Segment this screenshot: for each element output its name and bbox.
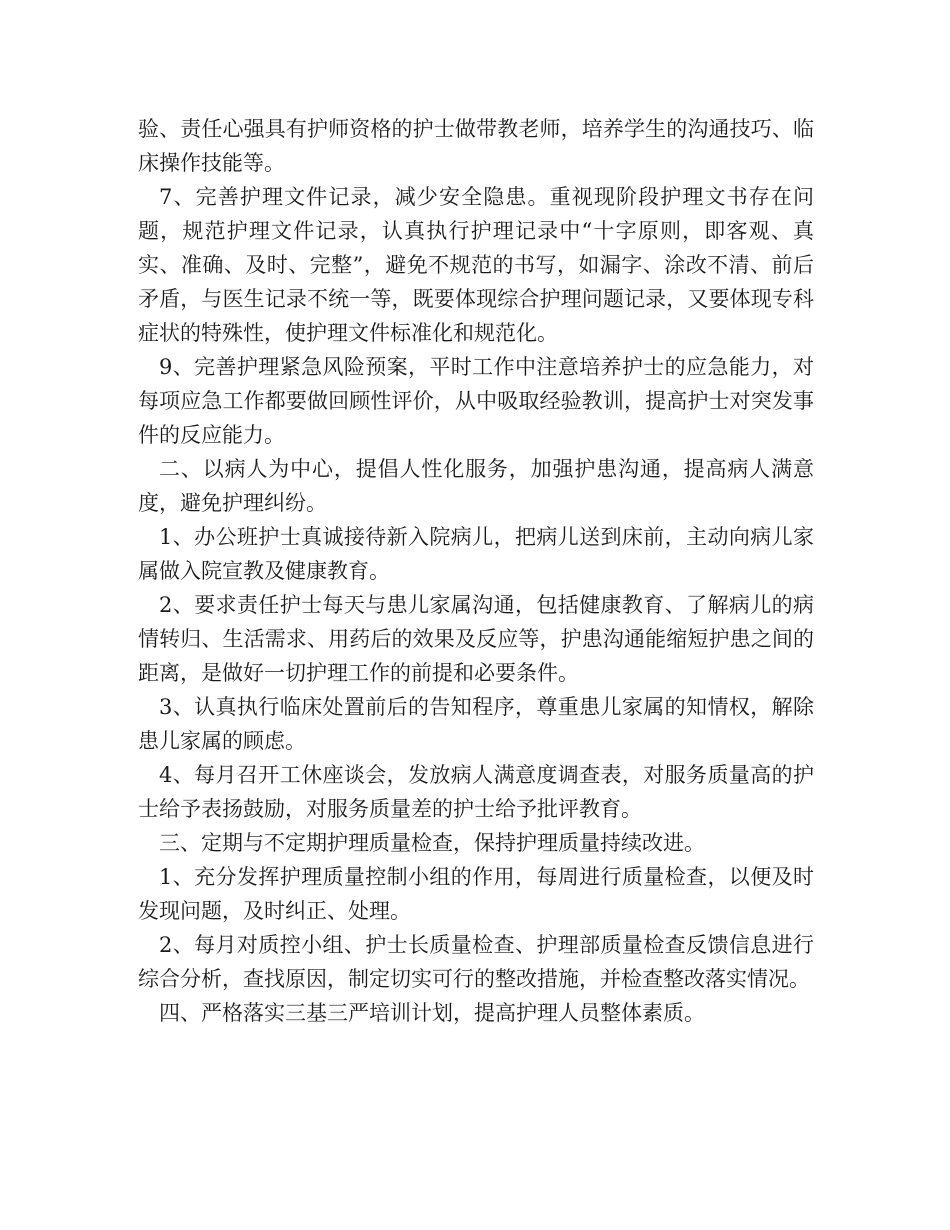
paragraph-item-4-monthly-meeting: 4、每月召开工休座谈会，发放病人满意度调查表，对服务质量高的护士给予表扬鼓励，对服务质量差的护士给予批评教育。 xyxy=(138,763,814,821)
paragraph-item-1-quality-control: 1、充分发挥护理质量控制小组的作用，每周进行质量检查，以便及时发现问题，及时纠正、处理。 xyxy=(138,865,814,923)
paragraph-item-2-feedback-analysis: 2、每月对质控小组、护士长质量检查、护理部质量检查反馈信息进行综合分析，查找原因，制定切实可行的整改措施，并检查整改落实情况。 xyxy=(138,933,814,991)
section-heading-two: 二、以病人为中心，提倡人性化服务，加强护患沟通，提高病人满意度，避免护理纠纷。 xyxy=(138,457,814,515)
paragraph-item-1-admission: 1、办公班护士真诚接待新入院病儿，把病儿送到床前，主动向病儿家属做入院宣教及健康教育。 xyxy=(138,525,814,583)
paragraph-item-9-emergency-plan: 9、完善护理紧急风险预案，平时工作中注意培养护士的应急能力，对每项应急工作都要做回顾性评价，从中吸取经验教训，提高护士对突发事件的反应能力。 xyxy=(138,355,814,447)
section-heading-three: 三、定期与不定期护理质量检查，保持护理质量持续改进。 xyxy=(159,831,705,855)
paragraph-continuation: 验、责任心强具有护师资格的护士做带教老师，培养学生的沟通技巧、临床操作技能等。 xyxy=(138,117,814,175)
paragraph-item-2-communication: 2、要求责任护士每天与患儿家属沟通，包括健康教育、了解病儿的病情转归、生活需求、用药后的效果及反应等，护患沟通能缩短护患之间的距离，是做好一切护理工作的前提和必要条件。 xyxy=(138,593,814,685)
paragraph-item-7-nursing-records: 7、完善护理文件记录，减少安全隐患。重视现阶段护理文书存在问题，规范护理文件记录，认真执行护理记录中“十字原则，即客观、真实、准确、及时、完整”，避免不规范的书写，如漏字、涂改不清、前后矛盾，与医生记录不统一等，既要体现综合护理问题记录，又要体现专科症状的特殊性，使护理文件标准化和规范化。 xyxy=(138,185,814,345)
section-heading-four: 四、严格落实三基三严培训计划，提高护理人员整体素质。 xyxy=(159,1001,705,1025)
paragraph-item-3-informed-consent: 3、认真执行临床处置前后的告知程序，尊重患儿家属的知情权，解除患儿家属的顾虑。 xyxy=(138,695,814,753)
document-body xyxy=(138,112,814,1030)
